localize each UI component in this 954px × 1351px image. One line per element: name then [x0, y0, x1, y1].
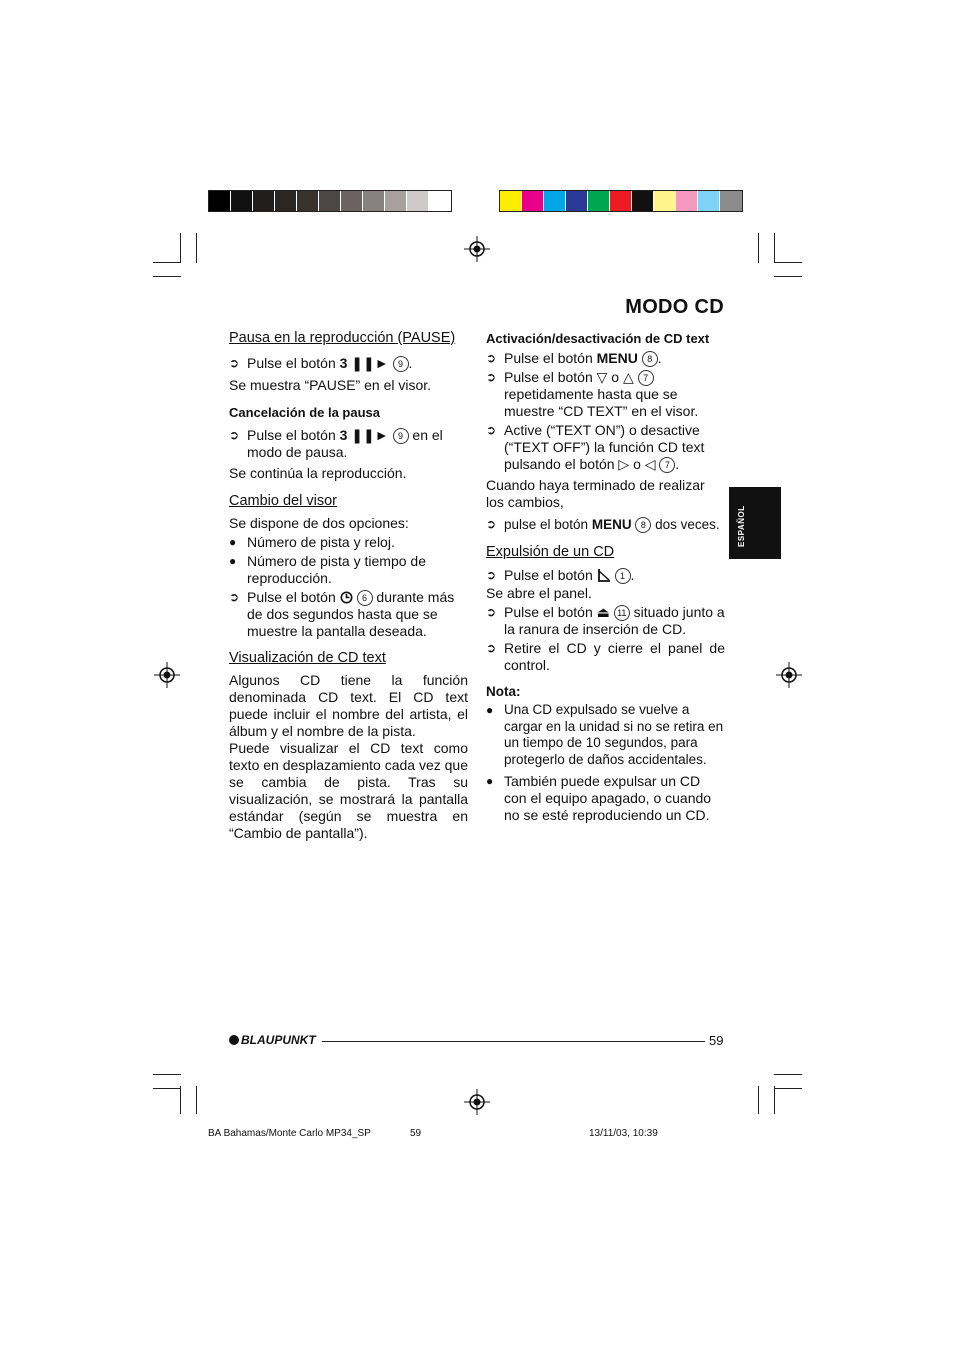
paragraph: Se muestra “PAUSE” en el visor.	[229, 377, 432, 393]
paragraph: Cuando haya terminado de realizar los cambios,	[486, 477, 705, 510]
step-item	[486, 604, 725, 638]
heading-pause: Pausa en la reproducción (PAUSE)	[229, 330, 456, 346]
arrow-icon: ➲	[486, 370, 497, 384]
page-title: MODO CD	[625, 296, 724, 318]
page-number: 59	[709, 1033, 724, 1048]
heading-display: Cambio del visor	[229, 493, 337, 509]
crop-mark	[758, 233, 759, 263]
number-badge: 9	[393, 428, 409, 444]
crop-mark	[153, 276, 181, 277]
step-text: Active (“TEXT ON”) o desactive (“TEXT OFF”) la función CD text pulsando el botón ▷ o ◁	[504, 422, 705, 472]
step-text: .	[657, 350, 662, 366]
bullet-text: También puede expulsar un CD con el equipo apagado, o cuando no se esté reproduciendo un CD.	[504, 773, 712, 823]
step-text: Retire el CD y cierre el panel de control.	[504, 640, 725, 673]
paragraph: Algunos CD tiene la función denominada CD text. El CD text puede incluir el nombre del artista, el álbum y el nombre de la pista.	[229, 672, 468, 739]
step-text: repetidamente hasta que se muestre “CD TEXT” en el visor.	[504, 386, 699, 419]
color-swatch	[407, 191, 429, 211]
step-item	[486, 369, 725, 420]
number-badge: 6	[357, 590, 373, 606]
color-swatch	[319, 191, 341, 211]
number-badge: 9	[393, 356, 409, 372]
slug-file: BA Bahamas/Monte Carlo MP34_SP	[208, 1128, 371, 1139]
color-swatch	[588, 191, 610, 211]
crop-mark	[774, 1086, 775, 1114]
crop-mark	[153, 262, 181, 263]
color-swatch	[297, 191, 319, 211]
note-heading: Nota:	[486, 684, 521, 699]
bullet-icon: ●	[229, 554, 237, 568]
crop-mark	[196, 233, 197, 263]
arrow-icon: ➲	[486, 641, 497, 655]
crop-mark	[774, 262, 802, 263]
step-text: Pulse el botón ▽ o △	[504, 369, 638, 385]
brand-logo	[229, 1033, 316, 1047]
footer-rule	[322, 1041, 705, 1042]
color-swatch	[544, 191, 566, 211]
color-swatch	[610, 191, 632, 211]
heading-eject: Expulsión de un CD	[486, 544, 615, 560]
crop-mark	[774, 233, 775, 263]
crop-mark	[196, 1086, 197, 1114]
step-text: .	[408, 355, 413, 371]
bullet-text: Número de pista y reloj.	[247, 534, 395, 550]
logo-dot-icon	[229, 1035, 239, 1045]
color-bar	[499, 190, 743, 212]
color-swatch	[385, 191, 407, 211]
color-swatch	[522, 191, 544, 211]
step-item	[229, 427, 468, 461]
step-text: en el modo de pausa.	[247, 427, 443, 460]
bullet-item	[229, 534, 468, 551]
step-text: Pulse el botón	[504, 350, 597, 366]
step-item	[486, 422, 725, 473]
crop-mark	[774, 1074, 802, 1075]
step-text: Pulse el botón	[247, 355, 340, 371]
paragraph: Se continúa la reproducción.	[229, 465, 407, 481]
heading-cancel-pause: Cancelación de la pausa	[229, 405, 381, 420]
step-text: Pulse el botón	[247, 589, 340, 605]
crop-mark	[758, 1086, 759, 1114]
bullet-text: Una CD expulsado se vuelve a cargar en la unidad si no se retira en un tiempo de 10 segundos, para protegerlo de daños accidentales.	[504, 702, 724, 767]
heading-cd-text-toggle: Activación/desactivación de CD text	[486, 331, 710, 346]
registration-mark-icon	[464, 236, 490, 262]
color-swatch	[500, 191, 522, 211]
bullet-icon: ●	[486, 703, 494, 717]
color-swatch	[429, 191, 451, 211]
step-text: durante más de dos segundos hasta que se muestre la pantalla deseada.	[247, 589, 455, 639]
language-tab	[729, 487, 781, 559]
clock-icon	[340, 591, 353, 604]
bullet-item	[486, 702, 725, 768]
bullet-icon: ●	[229, 535, 237, 549]
heading-cd-text: Visualización de CD text	[229, 650, 386, 666]
arrow-icon: ➲	[486, 517, 497, 531]
step-text: pulse el botón	[504, 517, 592, 532]
arrow-icon: ➲	[486, 423, 497, 437]
color-swatch	[209, 191, 231, 211]
color-swatch	[231, 191, 253, 211]
color-swatch	[253, 191, 275, 211]
button-label: 3 ❚❚►	[339, 355, 389, 371]
step-item	[486, 567, 725, 584]
bullet-text: Número de pista y tiempo de reproducción.	[247, 553, 426, 586]
color-swatch	[676, 191, 698, 211]
right-column	[486, 330, 725, 824]
color-swatch	[698, 191, 720, 211]
color-swatch	[632, 191, 654, 211]
arrow-icon: ➲	[229, 356, 240, 370]
registration-mark-icon	[154, 662, 180, 688]
number-badge: 7	[638, 370, 654, 386]
button-label: MENU	[591, 517, 632, 532]
step-text: Pulse el botón	[504, 567, 597, 583]
slug-page: 59	[410, 1128, 422, 1139]
grayscale-bar	[208, 190, 452, 212]
arrow-icon: ➲	[486, 605, 497, 619]
step-item	[229, 355, 468, 372]
language-tab-label: ESPAÑOL	[737, 505, 746, 547]
paragraph: Puede visualizar el CD text como texto en desplazamiento cada vez que se cambia de pista. Tras su visualización, se mostrará la pantalla estándar (según se muestra en “Cambio de pantalla”).	[229, 740, 468, 841]
step-text: Pulse el botón ⏏	[504, 604, 614, 620]
crop-mark	[153, 1088, 181, 1089]
step-text: Pulse el botón	[247, 427, 340, 443]
number-badge: 1	[615, 568, 631, 584]
left-column	[229, 330, 468, 842]
bullet-icon: ●	[486, 774, 494, 788]
paragraph: Se abre el panel.	[486, 585, 592, 601]
step-item	[486, 516, 725, 533]
color-swatch	[363, 191, 385, 211]
paragraph: Se dispone de dos opciones:	[229, 515, 409, 531]
color-swatch	[654, 191, 676, 211]
step-item	[229, 589, 468, 640]
step-text: dos veces.	[651, 517, 720, 532]
color-swatch	[720, 191, 742, 211]
color-swatch	[275, 191, 297, 211]
button-label: 3 ❚❚►	[339, 427, 389, 443]
crop-mark	[180, 233, 181, 263]
registration-mark-icon	[776, 662, 802, 688]
crop-mark	[774, 276, 802, 277]
crop-mark	[774, 1088, 802, 1089]
step-text: situado junto a la ranura de inserción de CD.	[504, 604, 725, 637]
crop-mark	[180, 1086, 181, 1114]
color-swatch	[566, 191, 588, 211]
step-item	[486, 640, 725, 674]
slug-date: 13/11/03, 10:39	[589, 1128, 658, 1139]
color-swatch	[341, 191, 363, 211]
button-label: MENU	[596, 350, 638, 366]
step-text: .	[630, 567, 635, 583]
step-text: .	[675, 456, 680, 472]
number-badge: 8	[642, 351, 658, 367]
bullet-item	[486, 773, 725, 824]
crop-mark	[153, 1074, 181, 1075]
brand-logo-text: BLAUPUNKT	[241, 1033, 316, 1047]
open-panel-icon	[597, 568, 611, 582]
number-badge: 11	[614, 605, 630, 621]
bullet-item	[229, 553, 468, 587]
registration-mark-icon	[464, 1089, 490, 1115]
arrow-icon: ➲	[486, 351, 497, 365]
number-badge: 8	[635, 517, 651, 533]
arrow-icon: ➲	[229, 428, 240, 442]
arrow-icon: ➲	[229, 590, 240, 604]
number-badge: 7	[659, 457, 675, 473]
arrow-icon: ➲	[486, 568, 497, 582]
step-item	[486, 350, 725, 367]
